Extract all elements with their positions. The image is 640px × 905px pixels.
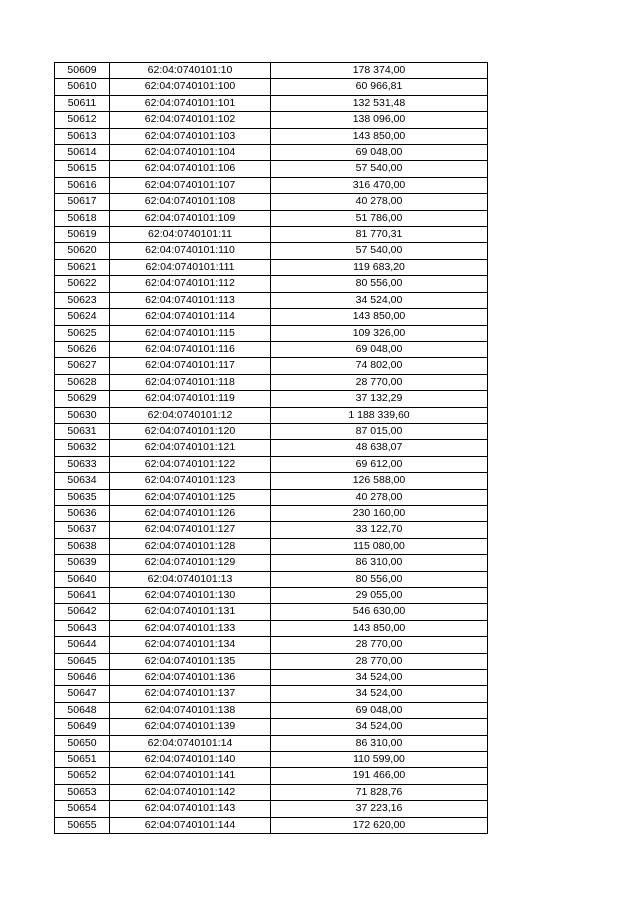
- cadastral-value-cell: 60 966,81: [271, 79, 488, 95]
- cadastral-number-cell: 62:04:0740101:12: [110, 407, 271, 423]
- table-row: [55, 505, 488, 521]
- row-number-cell: 50618: [55, 210, 110, 226]
- table-row: [55, 588, 488, 604]
- cadastral-value-cell: 546 630,00: [271, 604, 488, 620]
- cadastral-number-cell: 62:04:0740101:126: [110, 505, 271, 521]
- table-row: [55, 259, 488, 275]
- cadastral-number-cell: 62:04:0740101:108: [110, 194, 271, 210]
- cadastral-number-cell: 62:04:0740101:123: [110, 473, 271, 489]
- cadastral-number-cell: 62:04:0740101:103: [110, 128, 271, 144]
- table-row: [55, 702, 488, 718]
- table-row: [55, 63, 488, 79]
- cadastral-value-cell: 316 470,00: [271, 177, 488, 193]
- row-number-cell: 50647: [55, 686, 110, 702]
- table-row: [55, 177, 488, 193]
- cadastral-value-cell: 37 223,16: [271, 801, 488, 817]
- cadastral-number-cell: 62:04:0740101:116: [110, 341, 271, 357]
- cadastral-number-cell: 62:04:0740101:142: [110, 784, 271, 800]
- table-row: [55, 719, 488, 735]
- row-number-cell: 50609: [55, 63, 110, 79]
- table-row: [55, 768, 488, 784]
- table-row: [55, 571, 488, 587]
- row-number-cell: 50628: [55, 374, 110, 390]
- cadastral-value-cell: 69 612,00: [271, 456, 488, 472]
- cadastral-value-cell: 80 556,00: [271, 571, 488, 587]
- table-row: [55, 194, 488, 210]
- table-row: [55, 735, 488, 751]
- cadastral-value-cell: 80 556,00: [271, 276, 488, 292]
- cadastral-number-cell: 62:04:0740101:118: [110, 374, 271, 390]
- table-row: [55, 161, 488, 177]
- cadastral-value-cell: 143 850,00: [271, 128, 488, 144]
- cadastral-value-cell: 34 524,00: [271, 719, 488, 735]
- table-row: [55, 341, 488, 357]
- row-number-cell: 50653: [55, 784, 110, 800]
- cadastral-number-cell: 62:04:0740101:109: [110, 210, 271, 226]
- cadastral-number-cell: 62:04:0740101:143: [110, 801, 271, 817]
- cadastral-value-cell: 178 374,00: [271, 63, 488, 79]
- row-number-cell: 50629: [55, 391, 110, 407]
- row-number-cell: 50635: [55, 489, 110, 505]
- cadastral-number-cell: 62:04:0740101:107: [110, 177, 271, 193]
- cadastral-value-cell: 71 828,76: [271, 784, 488, 800]
- cadastral-number-cell: 62:04:0740101:13: [110, 571, 271, 587]
- cadastral-value-cell: 119 683,20: [271, 259, 488, 275]
- row-number-cell: 50619: [55, 227, 110, 243]
- cadastral-value-cell: 69 048,00: [271, 145, 488, 161]
- cadastral-value-cell: 28 770,00: [271, 653, 488, 669]
- cadastral-number-cell: 62:04:0740101:14: [110, 735, 271, 751]
- row-number-cell: 50614: [55, 145, 110, 161]
- cadastral-value-cell: 34 524,00: [271, 670, 488, 686]
- row-number-cell: 50617: [55, 194, 110, 210]
- cadastral-value-cell: 69 048,00: [271, 341, 488, 357]
- cadastral-number-cell: 62:04:0740101:11: [110, 227, 271, 243]
- row-number-cell: 50623: [55, 292, 110, 308]
- table-row: [55, 752, 488, 768]
- cadastral-value-cell: 86 310,00: [271, 555, 488, 571]
- table-row: [55, 391, 488, 407]
- cadastral-number-cell: 62:04:0740101:139: [110, 719, 271, 735]
- table-body: [55, 63, 488, 834]
- table-row: [55, 604, 488, 620]
- cadastral-value-cell: 28 770,00: [271, 374, 488, 390]
- cadastral-number-cell: 62:04:0740101:129: [110, 555, 271, 571]
- cadastral-value-cell: 1 188 339,60: [271, 407, 488, 423]
- row-number-cell: 50649: [55, 719, 110, 735]
- row-number-cell: 50633: [55, 456, 110, 472]
- table-row: [55, 489, 488, 505]
- cadastral-number-cell: 62:04:0740101:137: [110, 686, 271, 702]
- row-number-cell: 50620: [55, 243, 110, 259]
- table-row: [55, 423, 488, 439]
- cadastral-value-cell: 34 524,00: [271, 686, 488, 702]
- row-number-cell: 50627: [55, 358, 110, 374]
- cadastral-number-cell: 62:04:0740101:10: [110, 63, 271, 79]
- row-number-cell: 50622: [55, 276, 110, 292]
- row-number-cell: 50640: [55, 571, 110, 587]
- table-row: [55, 95, 488, 111]
- row-number-cell: 50613: [55, 128, 110, 144]
- row-number-cell: 50638: [55, 538, 110, 554]
- cadastral-value-cell: 138 096,00: [271, 112, 488, 128]
- cadastral-value-cell: 143 850,00: [271, 620, 488, 636]
- cadastral-number-cell: 62:04:0740101:127: [110, 522, 271, 538]
- table-row: [55, 784, 488, 800]
- cadastral-value-cell: 48 638,07: [271, 440, 488, 456]
- table-row: [55, 620, 488, 636]
- row-number-cell: 50643: [55, 620, 110, 636]
- table-row: [55, 670, 488, 686]
- cadastral-number-cell: 62:04:0740101:140: [110, 752, 271, 768]
- table-row: [55, 325, 488, 341]
- row-number-cell: 50610: [55, 79, 110, 95]
- cadastral-value-cell: 126 588,00: [271, 473, 488, 489]
- cadastral-value-cell: 34 524,00: [271, 292, 488, 308]
- table-row: [55, 145, 488, 161]
- cadastral-number-cell: 62:04:0740101:121: [110, 440, 271, 456]
- cadastral-number-cell: 62:04:0740101:112: [110, 276, 271, 292]
- cadastral-number-cell: 62:04:0740101:131: [110, 604, 271, 620]
- table-row: [55, 637, 488, 653]
- cadastral-number-cell: 62:04:0740101:141: [110, 768, 271, 784]
- cadastral-number-cell: 62:04:0740101:117: [110, 358, 271, 374]
- table-row: [55, 817, 488, 833]
- cadastral-number-cell: 62:04:0740101:138: [110, 702, 271, 718]
- table-row: [55, 227, 488, 243]
- cadastral-number-cell: 62:04:0740101:133: [110, 620, 271, 636]
- cadastral-value-cell: 40 278,00: [271, 489, 488, 505]
- cadastral-value-cell: 28 770,00: [271, 637, 488, 653]
- table-row: [55, 292, 488, 308]
- table-row: [55, 276, 488, 292]
- table-row: [55, 440, 488, 456]
- table-row: [55, 686, 488, 702]
- table-row: [55, 358, 488, 374]
- cadastral-number-cell: 62:04:0740101:144: [110, 817, 271, 833]
- row-number-cell: 50634: [55, 473, 110, 489]
- table-row: [55, 522, 488, 538]
- cadastral-number-cell: 62:04:0740101:111: [110, 259, 271, 275]
- cadastral-value-cell: 230 160,00: [271, 505, 488, 521]
- cadastral-value-cell: 172 620,00: [271, 817, 488, 833]
- cadastral-number-cell: 62:04:0740101:102: [110, 112, 271, 128]
- cadastral-value-cell: 69 048,00: [271, 702, 488, 718]
- row-number-cell: 50648: [55, 702, 110, 718]
- cadastral-number-cell: 62:04:0740101:120: [110, 423, 271, 439]
- cadastral-value-cell: 37 132,29: [271, 391, 488, 407]
- cadastral-number-cell: 62:04:0740101:134: [110, 637, 271, 653]
- row-number-cell: 50616: [55, 177, 110, 193]
- row-number-cell: 50654: [55, 801, 110, 817]
- row-number-cell: 50641: [55, 588, 110, 604]
- row-number-cell: 50637: [55, 522, 110, 538]
- cadastral-value-cell: 132 531,48: [271, 95, 488, 111]
- table-row: [55, 538, 488, 554]
- cadastral-number-cell: 62:04:0740101:136: [110, 670, 271, 686]
- cadastral-number-cell: 62:04:0740101:110: [110, 243, 271, 259]
- row-number-cell: 50615: [55, 161, 110, 177]
- table-row: [55, 555, 488, 571]
- table-row: [55, 210, 488, 226]
- cadastral-value-cell: 86 310,00: [271, 735, 488, 751]
- row-number-cell: 50644: [55, 637, 110, 653]
- cadastral-value-table: [54, 62, 488, 834]
- row-number-cell: 50650: [55, 735, 110, 751]
- row-number-cell: 50631: [55, 423, 110, 439]
- row-number-cell: 50646: [55, 670, 110, 686]
- cadastral-value-cell: 74 802,00: [271, 358, 488, 374]
- cadastral-value-cell: 40 278,00: [271, 194, 488, 210]
- cadastral-value-cell: 29 055,00: [271, 588, 488, 604]
- cadastral-number-cell: 62:04:0740101:104: [110, 145, 271, 161]
- cadastral-value-cell: 143 850,00: [271, 309, 488, 325]
- cadastral-value-cell: 109 326,00: [271, 325, 488, 341]
- table-row: [55, 801, 488, 817]
- cadastral-number-cell: 62:04:0740101:122: [110, 456, 271, 472]
- table-row: [55, 653, 488, 669]
- table-row: [55, 456, 488, 472]
- row-number-cell: 50611: [55, 95, 110, 111]
- cadastral-number-cell: 62:04:0740101:113: [110, 292, 271, 308]
- cadastral-number-cell: 62:04:0740101:115: [110, 325, 271, 341]
- table-row: [55, 407, 488, 423]
- row-number-cell: 50612: [55, 112, 110, 128]
- row-number-cell: 50651: [55, 752, 110, 768]
- cadastral-value-cell: 115 080,00: [271, 538, 488, 554]
- table-row: [55, 128, 488, 144]
- row-number-cell: 50624: [55, 309, 110, 325]
- cadastral-value-cell: 110 599,00: [271, 752, 488, 768]
- table-row: [55, 309, 488, 325]
- row-number-cell: 50655: [55, 817, 110, 833]
- table-row: [55, 243, 488, 259]
- cadastral-number-cell: 62:04:0740101:130: [110, 588, 271, 604]
- cadastral-value-cell: 87 015,00: [271, 423, 488, 439]
- cadastral-number-cell: 62:04:0740101:135: [110, 653, 271, 669]
- row-number-cell: 50645: [55, 653, 110, 669]
- cadastral-number-cell: 62:04:0740101:114: [110, 309, 271, 325]
- cadastral-number-cell: 62:04:0740101:101: [110, 95, 271, 111]
- cadastral-number-cell: 62:04:0740101:125: [110, 489, 271, 505]
- cadastral-value-cell: 33 122,70: [271, 522, 488, 538]
- table-row: [55, 473, 488, 489]
- table-row: [55, 112, 488, 128]
- cadastral-value-cell: 191 466,00: [271, 768, 488, 784]
- row-number-cell: 50652: [55, 768, 110, 784]
- cadastral-value-cell: 51 786,00: [271, 210, 488, 226]
- row-number-cell: 50642: [55, 604, 110, 620]
- row-number-cell: 50630: [55, 407, 110, 423]
- row-number-cell: 50621: [55, 259, 110, 275]
- row-number-cell: 50626: [55, 341, 110, 357]
- cadastral-number-cell: 62:04:0740101:100: [110, 79, 271, 95]
- cadastral-number-cell: 62:04:0740101:128: [110, 538, 271, 554]
- cadastral-number-cell: 62:04:0740101:106: [110, 161, 271, 177]
- table-row: [55, 374, 488, 390]
- cadastral-number-cell: 62:04:0740101:119: [110, 391, 271, 407]
- table-row: [55, 79, 488, 95]
- cadastral-value-cell: 57 540,00: [271, 161, 488, 177]
- cadastral-value-cell: 81 770,31: [271, 227, 488, 243]
- row-number-cell: 50625: [55, 325, 110, 341]
- cadastral-value-cell: 57 540,00: [271, 243, 488, 259]
- row-number-cell: 50639: [55, 555, 110, 571]
- row-number-cell: 50636: [55, 505, 110, 521]
- row-number-cell: 50632: [55, 440, 110, 456]
